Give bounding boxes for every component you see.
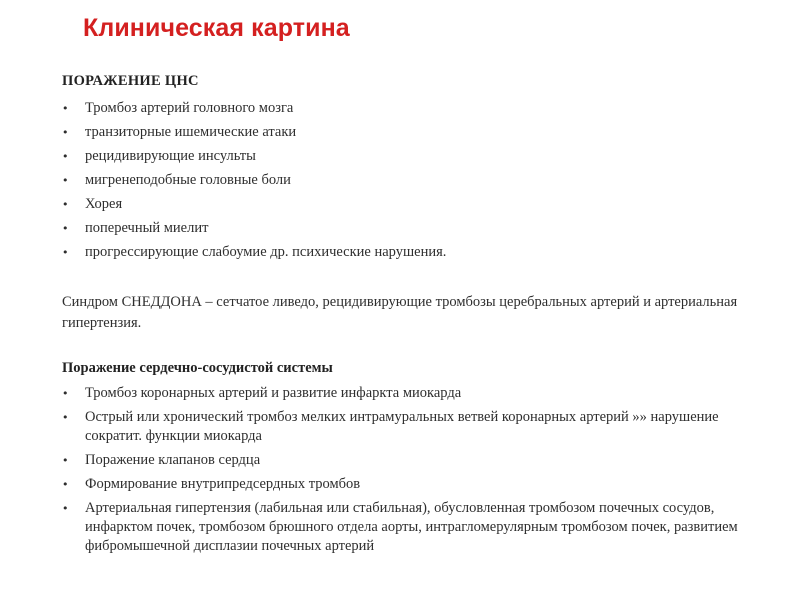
list-item-text: мигренеподобные головные боли	[85, 172, 291, 188]
bullet-icon: •	[62, 174, 69, 187]
list-item	[62, 171, 742, 195]
list-item	[62, 475, 752, 494]
list-item-text: Хорея	[85, 196, 123, 212]
bullet-icon: •	[62, 222, 69, 235]
cardio-list	[62, 384, 752, 561]
slide-title: Клиническая картина	[83, 14, 350, 42]
list-item-text: Поражение клапанов сердца	[85, 452, 261, 468]
cardio-section-heading: Поражение сердечно-сосудистой системы	[62, 360, 333, 376]
list-item	[62, 408, 752, 446]
list-item	[62, 195, 742, 219]
bullet-icon: •	[62, 126, 69, 139]
list-item	[62, 243, 742, 267]
bullet-icon: •	[62, 102, 69, 115]
bullet-icon: •	[62, 246, 69, 259]
bullet-icon: •	[62, 198, 69, 211]
list-item	[62, 219, 742, 243]
list-item-text: транзиторные ишемические атаки	[85, 124, 297, 140]
list-item	[62, 147, 742, 171]
bullet-icon: •	[62, 454, 69, 467]
list-item	[62, 499, 752, 556]
bullet-icon: •	[62, 411, 69, 424]
list-item-text: Тромбоз артерий головного мозга	[85, 100, 294, 116]
list-item-text: Формирование внутрипредсердных тромбов	[85, 476, 361, 492]
list-item-text: Тромбоз коронарных артерий и развитие инфаркта миокарда	[85, 385, 462, 401]
list-item	[62, 384, 752, 403]
sneddon-syndrome-paragraph: Синдром СНЕДДОНА – сетчатое ливедо, рецидивирующие тромбозы церебральных артерий и артериальная гипертензия.	[62, 294, 738, 331]
bullet-icon: •	[62, 502, 69, 515]
cns-list	[62, 99, 742, 267]
list-item-text: рецидивирующие инсульты	[85, 148, 256, 164]
bullet-icon: •	[62, 387, 69, 400]
list-item	[62, 99, 742, 123]
list-item-text: Острый или хронический тромбоз мелких интрамуральных ветвей коронарных артерий »» нарушение сократит. функции миокарда	[85, 409, 719, 444]
list-item-text: прогрессирующие слабоумие др. психические нарушения.	[85, 244, 447, 260]
list-item-text: Артериальная гипертензия (лабильная или стабильная), обусловленная тромбозом почечных сосудов, инфарктом почек, тромбозом брюшного отдела аорты, интрагломерулярным тромбозом почек, развитием фибромышечной дисплазии почечных артерий	[85, 500, 738, 554]
list-item	[62, 123, 742, 147]
bullet-icon: •	[62, 478, 69, 491]
cns-section-heading: ПОРАЖЕНИЕ ЦНС	[62, 73, 199, 89]
list-item-text: поперечный миелит	[85, 220, 209, 236]
list-item	[62, 451, 752, 470]
bullet-icon: •	[62, 150, 69, 163]
